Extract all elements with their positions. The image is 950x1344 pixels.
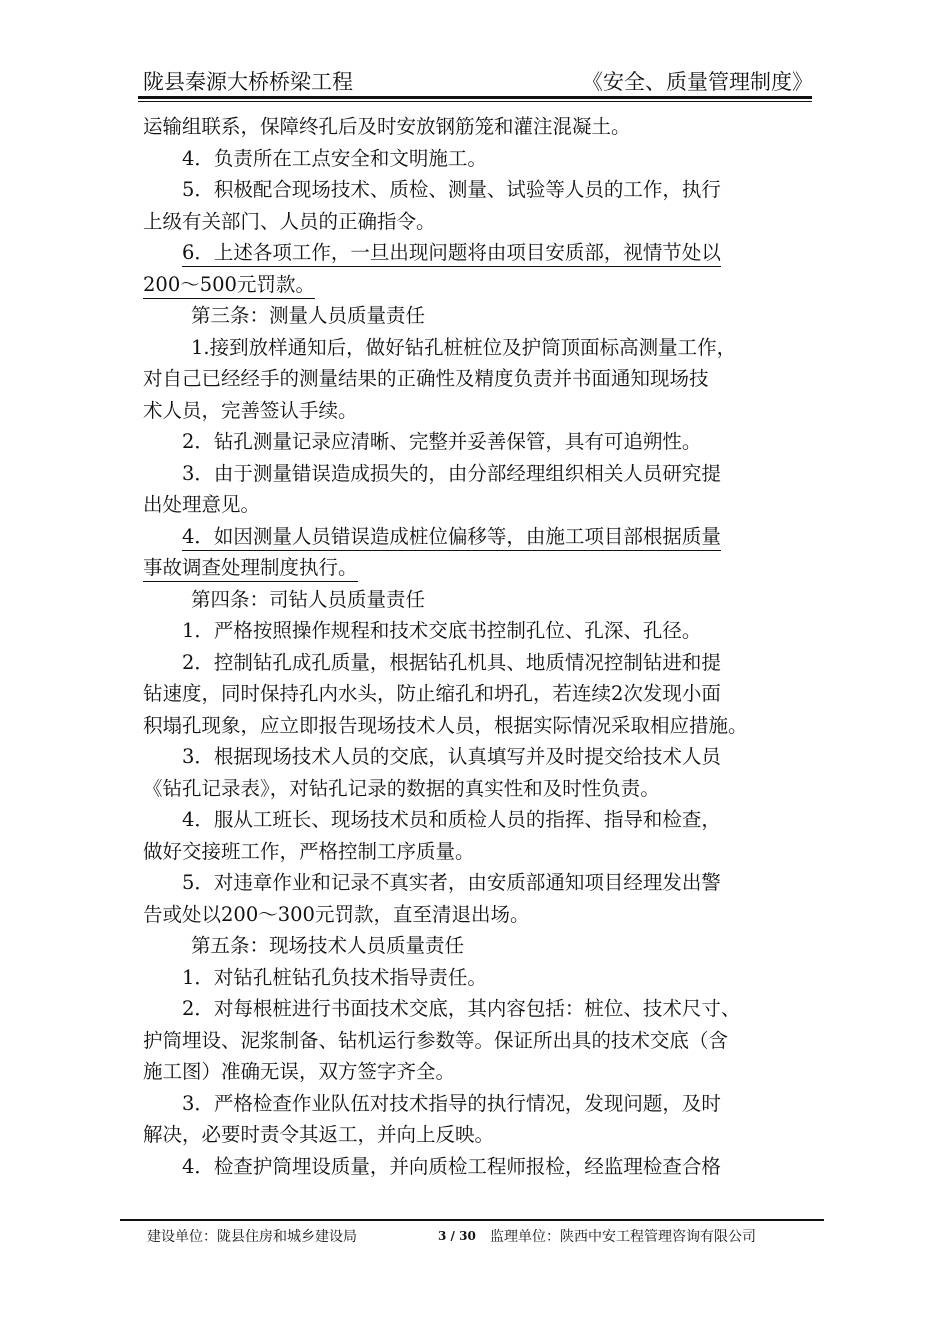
text-line: 3．根据现场技术人员的交底，认真填写并及时提交给技术人员: [182, 745, 721, 768]
text-line: 5．对违章作业和记录不真实者，由安质部通知项目经理发出警: [182, 871, 721, 894]
text-line: 2．控制钻孔成孔质量，根据钻孔机具、地质情况控制钻进和提: [182, 650, 721, 674]
text-line: 解决，必要时责令其返工，并向上反映。: [143, 1123, 495, 1146]
text-line: [143, 521, 807, 553]
text-line: 4．负责所在工点安全和文明施工。: [182, 146, 487, 170]
text-line: [143, 552, 807, 584]
header-rule-thick: [138, 96, 812, 99]
text-line: 1．严格按照操作规程和技术交底书控制孔位、孔深、孔径。: [182, 619, 702, 642]
text-line: 出处理意见。: [143, 493, 261, 516]
text-line: 1.接到放样通知后，做好钻孔桩桩位及护筒顶面标高测量工作，: [191, 335, 737, 359]
text-line: 4．检查护筒埋设质量，并向质检工程师报检，经监理检查合格: [182, 1154, 721, 1178]
body-text: [143, 111, 807, 1182]
text-line: 积塌孔现象，应立即报告现场技术人员，根据实际情况采取相应措施。: [143, 713, 748, 737]
footer-supervisor: 监理单位：陕西中安工程管理咨询有限公司: [490, 1229, 756, 1245]
text-line: 做好交接班工作，严格控制工序质量。: [143, 839, 475, 863]
text-line: 术人员，完善签认手续。: [143, 398, 358, 422]
underlined-text: 事故调查处理制度执行。: [143, 554, 358, 582]
footer-owner: 建设单位：陇县住房和城乡建设局: [147, 1229, 357, 1245]
text-line: [143, 269, 807, 301]
text-line: 2．对每根桩进行书面技术交底，其内容包括：桩位、技术尺寸、: [182, 997, 741, 1020]
text-line: 3．严格检查作业队伍对技术指导的执行情况，发现问题，及时: [182, 1091, 721, 1115]
text-line: 钻速度，同时保持孔内水头，防止缩孔和坍孔，若连续2次发现小面: [143, 682, 721, 705]
text-line: 5．积极配合现场技术、质检、测量、试验等人员的工作，执行: [182, 178, 721, 201]
header-document-title: 《安全、质量管理制度》: [582, 70, 813, 94]
section-heading: 第四条：司钻人员质量责任: [191, 587, 426, 611]
header-project-title: 陇县秦源大桥桥梁工程: [143, 70, 353, 94]
text-line: 告或处以200～300元罚款，直至清退出场。: [143, 902, 530, 926]
text-line: 施工图）准确无误，双方签字齐全。: [143, 1060, 456, 1083]
page-header: [143, 66, 813, 96]
underlined-text: 6．上述各项工作，一旦出现问题将由项目安质部，视情节处以: [182, 239, 721, 267]
text-line: 《钻孔记录表》，对钻孔记录的数据的真实性和及时性负责。: [143, 776, 660, 800]
section-heading: 第五条：现场技术人员质量责任: [191, 934, 465, 957]
text-line: 1．对钻孔桩钻孔负技术指导责任。: [182, 965, 487, 989]
page-number: 3 / 30: [438, 1229, 476, 1243]
text-line: 4．服从工班长、现场技术员和质检人员的指挥、指导和检查，: [182, 808, 721, 831]
text-line: [143, 237, 807, 269]
section-heading: 第三条：测量人员质量责任: [191, 304, 426, 327]
underlined-text: 200～500元罚款。: [143, 271, 315, 299]
text-line: 对自己已经经手的测量结果的正确性及精度负责并书面通知现场技: [143, 367, 709, 390]
text-line: 2．钻孔测量记录应清晰、完整并妥善保管，具有可追朔性。: [182, 430, 702, 453]
text-line: 上级有关部门、人员的正确指令。: [143, 209, 436, 233]
text-line: 护筒埋设、泥浆制备、钻机运行参数等。保证所出具的技术交底（含: [143, 1028, 729, 1052]
text-line: 运输组联系，保障终孔后及时安放钢筋笼和灌注混凝土。: [143, 115, 631, 138]
underlined-text: 4．如因测量人员错误造成桩位偏移等，由施工项目部根据质量: [182, 523, 721, 551]
footer-rule: [120, 1219, 824, 1221]
text-line: 3．由于测量错误造成损失的，由分部经理组织相关人员研究提: [182, 461, 721, 485]
header-rule-thin: [138, 101, 812, 102]
